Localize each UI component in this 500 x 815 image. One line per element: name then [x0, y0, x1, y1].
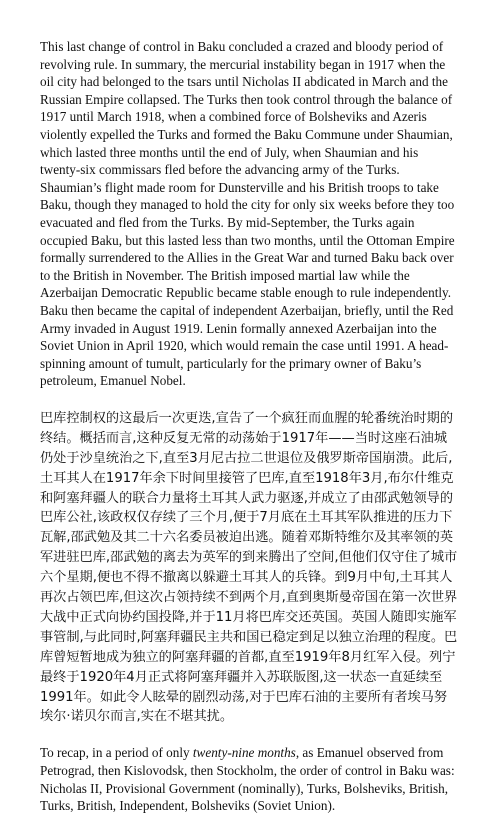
recap-text-start: To recap, in a period of only — [40, 745, 193, 761]
chinese-paragraph-translation: 巴库控制权的这最后一次更迭,宣告了一个疯狂而血腥的轮番统治时期的终结。概括而言,这种反复无常的动荡始于1917年——当时这座石油城仍处于沙皇统治之下,直至3月尼古拉二世退位及俄罗斯帝国崩溃。此后,土耳其人在1917年余下时间里接管了巴库,直至1918年3月,布尔什维克和阿塞拜疆人的联合力量将土耳其人武力驱逐,并成立了由邵武勉领导的巴库公社,该政权仅存续了三个月,便于7月底在土耳其军队推进的压力下瓦解,邵武勉及其二十六名委员被迫出逃。随着邓斯特维尔及其率领的英军进驻巴库,邵武勉的离去为英军的到来腾出了空间,但他们仅守住了城市六个星期,便也不得不撤离以躲避土耳其人的兵锋。到9月中旬,土耳其人再次占领巴库,但这次占领持续不到两个月,直到奥斯曼帝国在第一次世界大战中正式向协约国投降,并于11月将巴库交还英国。英国人随即实施军事管制,与此同时,阿塞拜疆民主共和国已稳定到足以独立治理的程度。巴库曾短暂地成为独立的阿塞拜疆的首都,直至1919年8月红军入侵。列宁最终于1920年4月正式将阿塞拜疆并入苏联版图,这一状态一直延续至1991年。如此令人眩晕的剧烈动荡,对于巴库石油的主要所有者埃马努埃尔·诺贝尔而言,实在不堪其扰。 — [40, 410, 458, 725]
recap-italic-duration: twenty-nine months — [192, 745, 296, 761]
english-paragraph-recap — [40, 744, 460, 814]
english-paragraph-summary: This last change of control in Baku concluded a crazed and bloody period of revolving rule. In summary, the mercurial instability began in 1917 when the oil city had belonged to the tsars until Nicholas II abdicated in March and the Russian Empire collapsed. The Turks then took control through the balance of 1917 until March 1918, when a combined force of Bolsheviks and Azeris violently expelled the Turks and formed the Baku Commune under Shaumian, which lasted three months until the end of July, when Shaumian and his twenty-six commissars fled before the advancing army of the Turks. Shaumian’s flight made room for Dunsterville and his British troops to take Baku, though they managed to hold the city for only six weeks before they too evacuated and fled from the Turks. By mid-September, the Turks again occupied Baku, but this lasted less than two months, until the Ottoman Empire formally surrendered to the Allies in the Great War and turned Baku back over to the British in November. The British imposed martial law while the Azerbaijan Democratic Republic became stable enough to rule independently. Baku then became the capital of independent Azerbaijan, briefly, until the Red Army invaded in August 1919. Lenin formally annexed Azerbaijan into the Soviet Union in April 1920, which would remain the case until 1991. A head-spinning amount of tumult, particularly for the primary owner of Baku’s petroleum, Emanuel Nobel. — [40, 39, 455, 389]
recap-text-end: , as Emanuel observed from Petrograd, then Kislovodsk, then Stockholm, the order of control in Baku was: Nicholas II, Provisional Government (nominally), Turks, Bolsheviks, British, Turks, British, Independent, Bolsheviks (Soviet Union). — [40, 745, 455, 814]
